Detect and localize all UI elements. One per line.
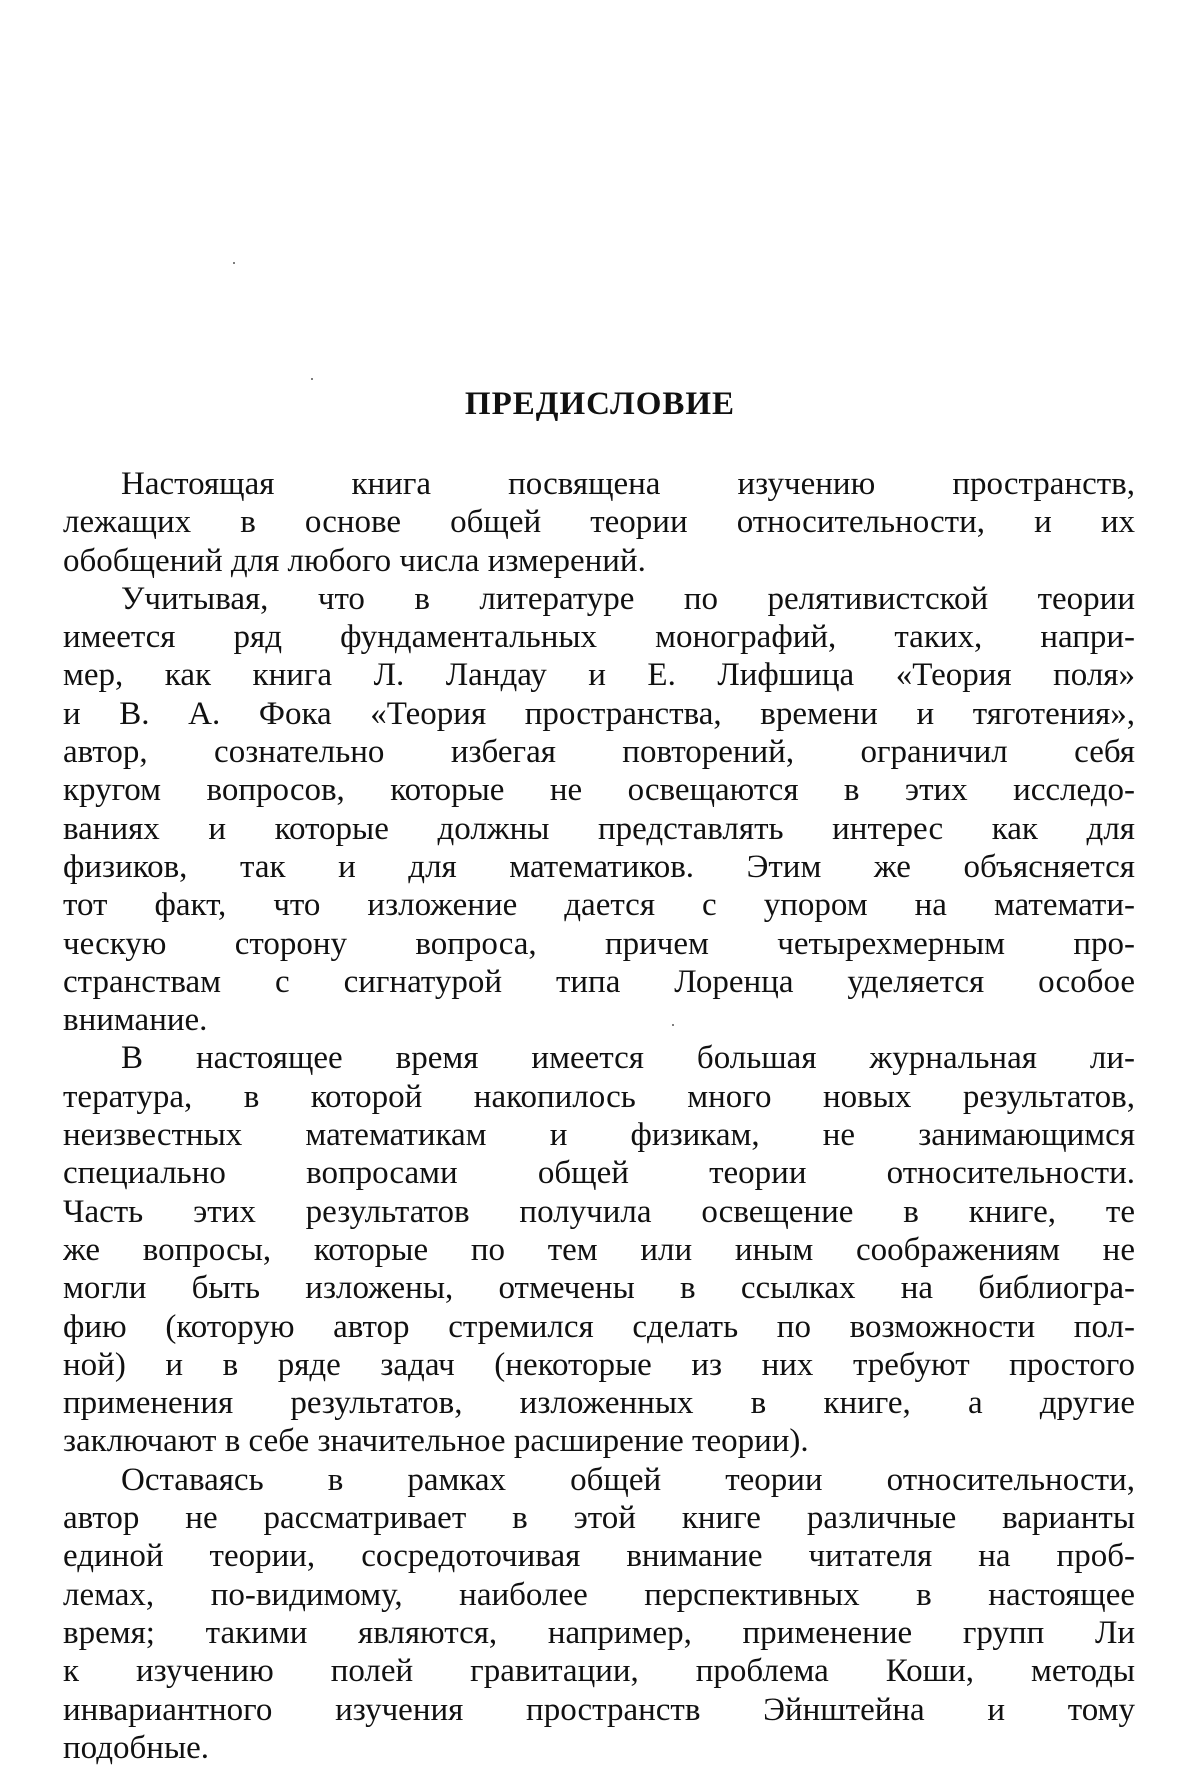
text-line: лемах, по-видимому, наиболее перспективных в настоящее: [63, 1576, 1135, 1613]
text-line: мер, как книга Л. Ландау и Е. Лифшица «Теория поля»: [63, 657, 1135, 694]
text-line: лежащих в основе общей теории относительности, и их: [63, 504, 1135, 541]
text-line: обобщений для любого числа измерений.: [63, 542, 646, 579]
text-line: странствам с сигнатурой типа Лоренца уделяется особое: [63, 963, 1135, 1000]
text-line: время; такими являются, например, применение групп Ли: [63, 1614, 1135, 1651]
text-line: же вопросы, которые по тем или иным соображениям не: [63, 1231, 1135, 1268]
text-line: заключают в себе значительное расширение теории).: [63, 1423, 809, 1460]
text-line: ной) и в ряде задач (некоторые из них требуют простого: [63, 1346, 1135, 1383]
text-line: единой теории, сосредоточивая внимание читателя на проб-: [63, 1538, 1135, 1575]
paragraph-2: [63, 580, 1135, 1040]
text-line: имеется ряд фундаментальных монографий, таких, напри-: [63, 619, 1135, 656]
text-line: могли быть изложены, отмечены в ссылках на библиогра-: [63, 1270, 1135, 1307]
text-line: Учитывая, что в литературе по релятивистской теории: [121, 580, 1135, 617]
text-line: внимание.: [63, 1002, 208, 1039]
body-text: [63, 465, 1135, 1767]
text-line: подобные.: [63, 1729, 210, 1766]
text-line: Часть этих результатов получила освещение в книге, те: [63, 1193, 1135, 1230]
page-title: ПРЕДИСЛОВИЕ: [464, 386, 736, 422]
paragraph-3: [63, 1039, 1135, 1460]
text-line: инвариантного изучения пространств Эйнштейна и тому: [63, 1691, 1135, 1728]
text-line: ваниях и которые должны представлять интерес как для: [63, 810, 1135, 847]
scan-speck: [311, 378, 313, 380]
scan-speck: [233, 262, 235, 264]
text-line: применения результатов, изложенных в книге, а другие: [63, 1385, 1135, 1422]
text-line: фию (которую автор стремился сделать по возможности пол-: [63, 1308, 1135, 1345]
text-line: тот факт, что изложение дается с упором на математи-: [63, 887, 1135, 924]
text-line: автор не рассматривает в этой книге различные варианты: [63, 1500, 1135, 1537]
text-line: тература, в которой накопилось много новых результатов,: [63, 1078, 1135, 1115]
text-line: кругом вопросов, которые не освещаются в этих исследо-: [63, 772, 1135, 809]
paragraph-1: [63, 465, 1135, 580]
text-line: Оставаясь в рамках общей теории относительности,: [121, 1461, 1135, 1498]
text-line: специально вопросами общей теории относительности.: [63, 1155, 1135, 1192]
paragraph-4: [63, 1461, 1135, 1767]
text-line: Настоящая книга посвящена изучению пространств,: [121, 466, 1135, 502]
text-line: неизвестных математикам и физикам, не занимающимся: [63, 1117, 1135, 1154]
text-line: к изучению полей гравитации, проблема Коши, методы: [63, 1653, 1135, 1690]
text-line: В настоящее время имеется большая журнальная ли-: [121, 1040, 1135, 1077]
text-line: автор, сознательно избегая повторений, ограничил себя: [63, 734, 1135, 771]
text-line: физиков, так и для математиков. Этим же объясняется: [63, 848, 1135, 885]
text-line: ческую сторону вопроса, причем четырехмерным про-: [63, 925, 1135, 962]
text-line: и В. А. Фока «Теория пространства, времени и тяготения»,: [63, 695, 1135, 732]
